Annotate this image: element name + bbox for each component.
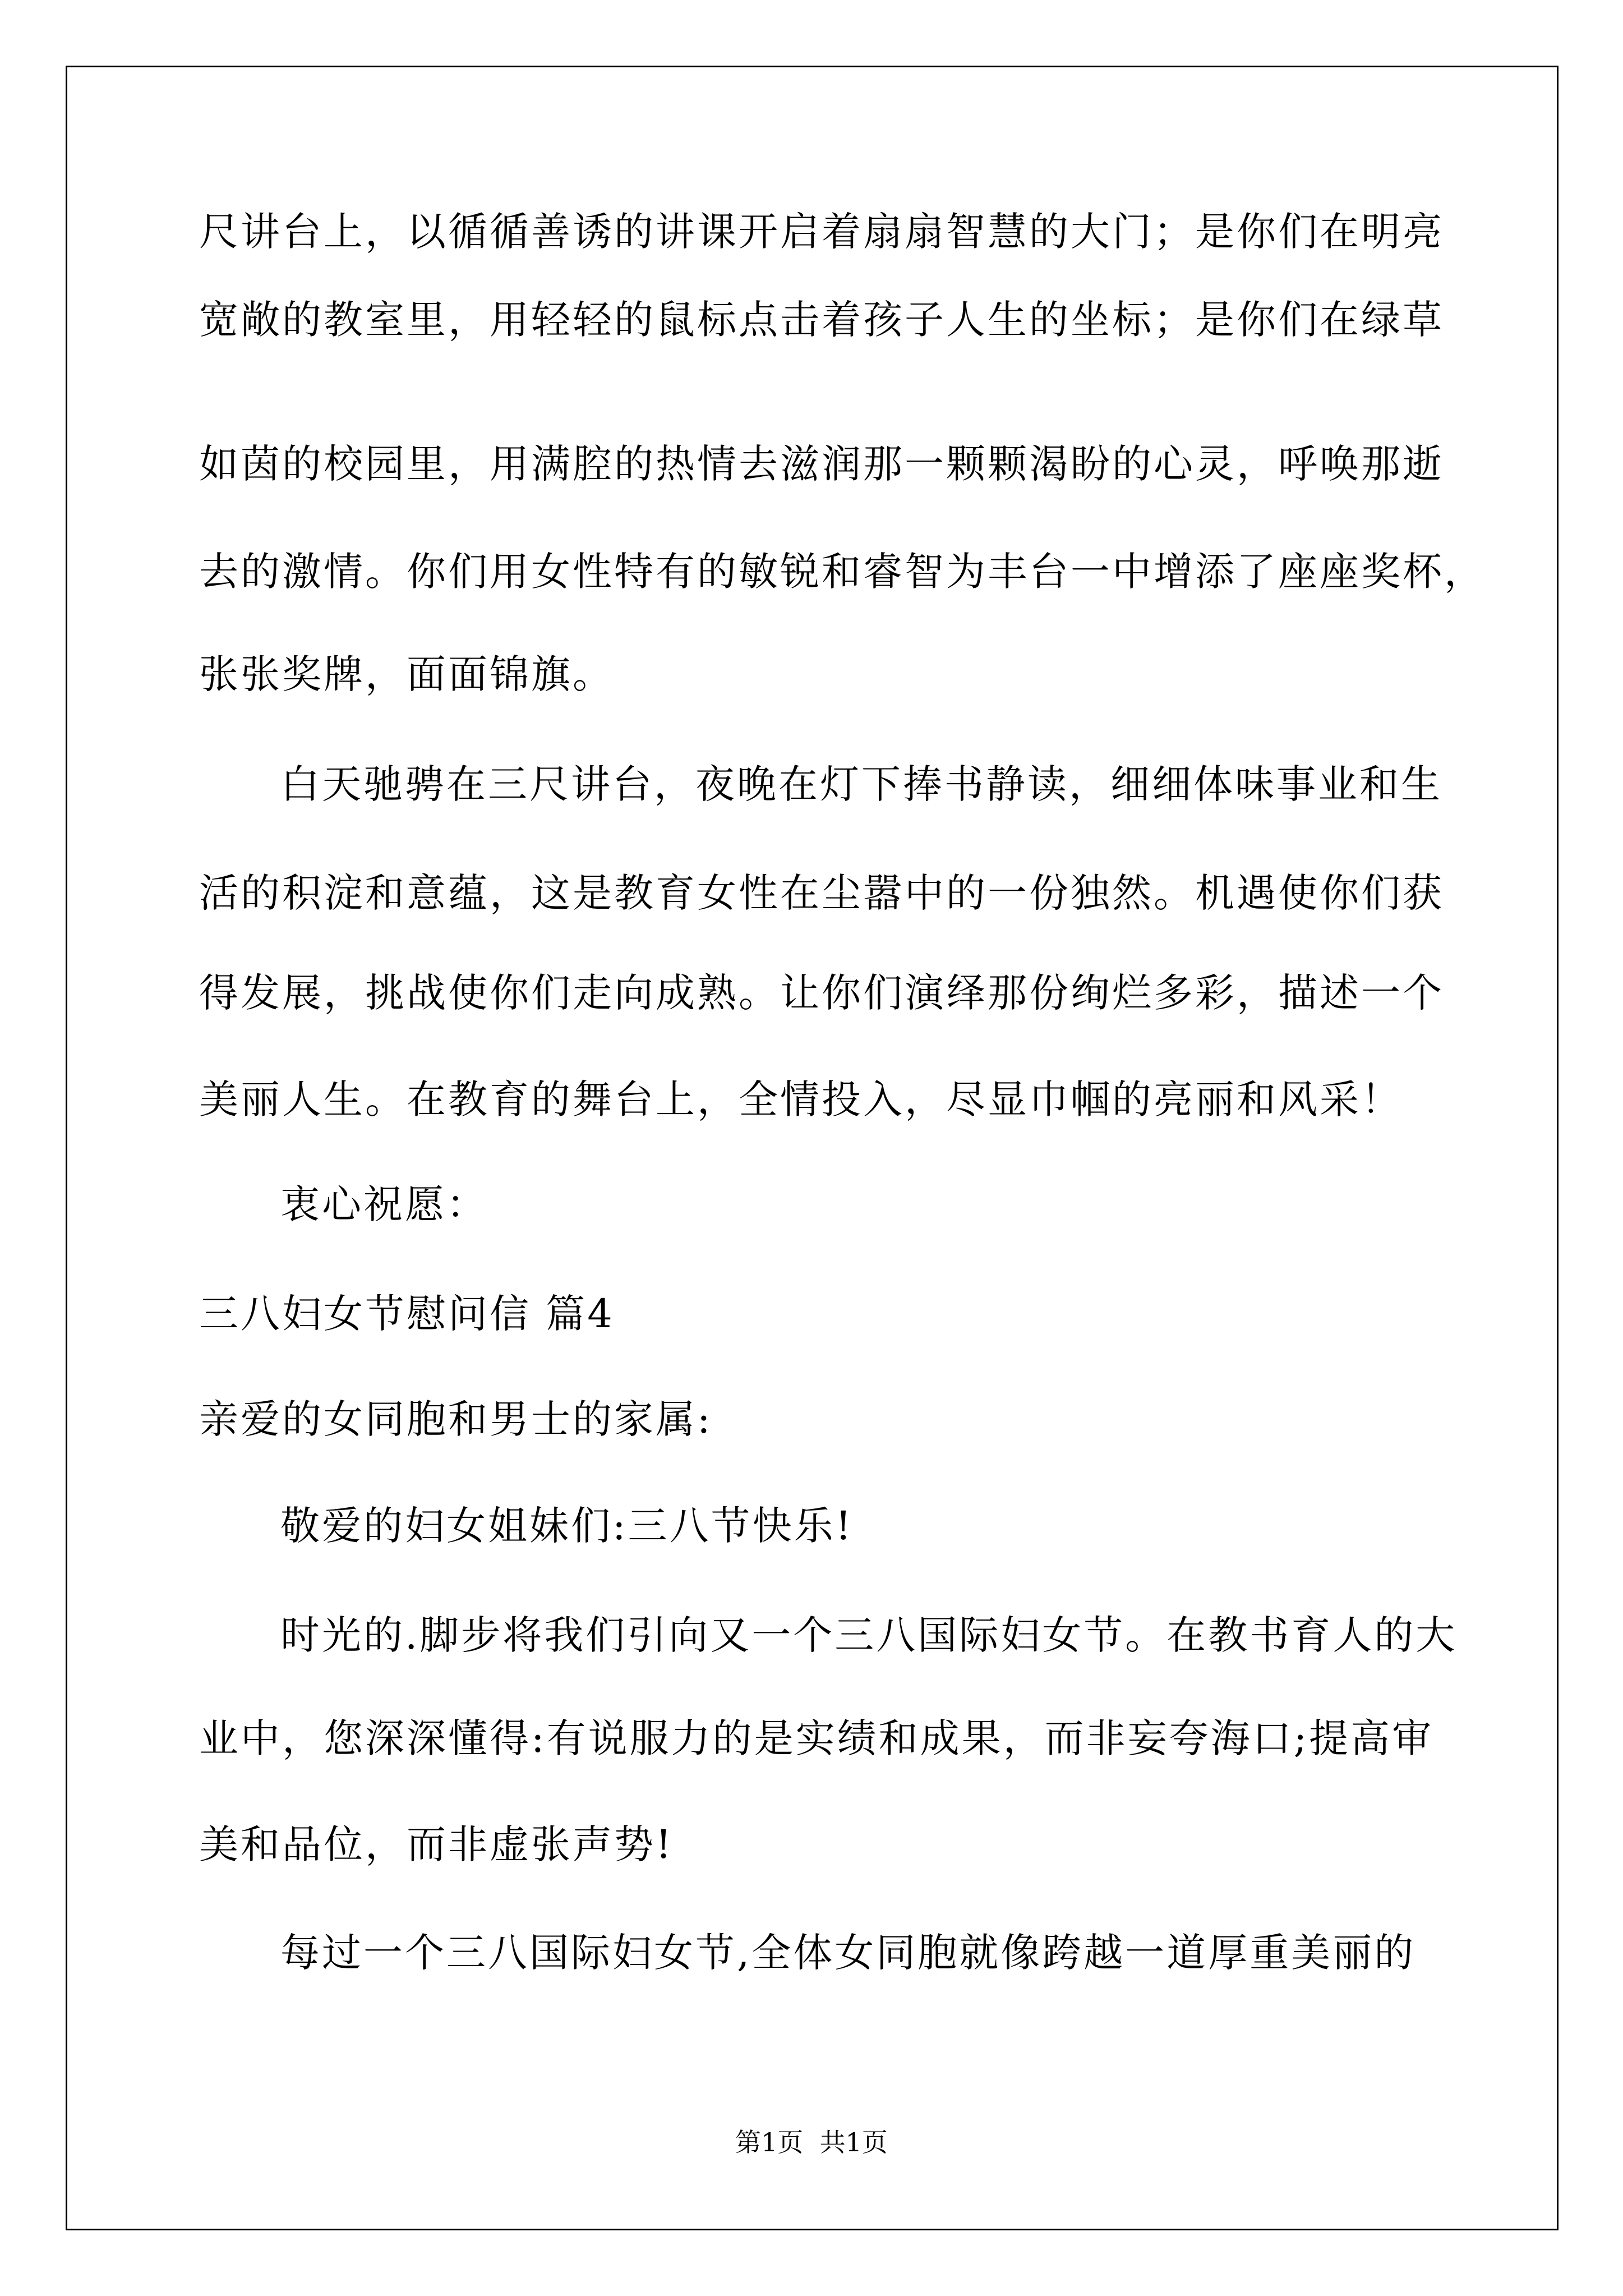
text-line-13: 敬爱的妇女姐妹们:三八节快乐! (280, 1503, 854, 1549)
text-line-9: 美丽人生。在教育的舞台上，全情投入，尽显巾帼的亮丽和风采！ (199, 1076, 1403, 1122)
text-line-1: 尺讲台上，以循循善诱的讲课开启着扇扇智慧的大门；是你们在明亮 (199, 209, 1444, 255)
text-line-16: 美和品位，而非虚张声势! (199, 1821, 674, 1867)
text-line-17: 每过一个三八国际妇女节,全体女同胞就像跨越一道厚重美丽的 (280, 1930, 1416, 1976)
page-footer: 第1页 共1页 (735, 2127, 888, 2157)
text-line-4: 去的激情。你们用女性特有的敏锐和睿智为丰台一中增添了座座奖杯， (199, 549, 1486, 595)
text-line-5: 张张奖牌，面面锦旗。 (199, 651, 614, 697)
text-line-3: 如茵的校园里，用满腔的热情去滋润那一颗颗渴盼的心灵，呼唤那逝 (199, 441, 1444, 487)
text-line-7: 活的积淀和意蕴，这是教育女性在尘嚣中的一份独然。机遇使你们获 (199, 870, 1444, 916)
text-line-2: 宽敞的教室里，用轻轻的鼠标点击着孩子人生的坐标；是你们在绿草 (199, 297, 1444, 343)
text-line-15: 业中，您深深懂得:有说服力的是实绩和成果，而非妄夸海口;提高审 (199, 1715, 1434, 1761)
text-line-14: 时光的.脚步将我们引向又一个三八国际妇女节。在教书育人的大 (280, 1612, 1458, 1658)
salutation: 亲爱的女同胞和男士的家属: (199, 1396, 713, 1442)
text-line-6: 白天驰骋在三尺讲台，夜晚在灯下捧书静读，细细体味事业和生 (280, 761, 1442, 807)
page-border (66, 66, 1559, 2230)
text-line-10: 衷心祝愿： (280, 1181, 488, 1227)
section-heading: 三八妇女节慰问信 篇4 (199, 1291, 615, 1337)
text-line-8: 得发展，挑战使你们走向成熟。让你们演绎那份绚烂多彩，描述一个 (199, 970, 1444, 1016)
